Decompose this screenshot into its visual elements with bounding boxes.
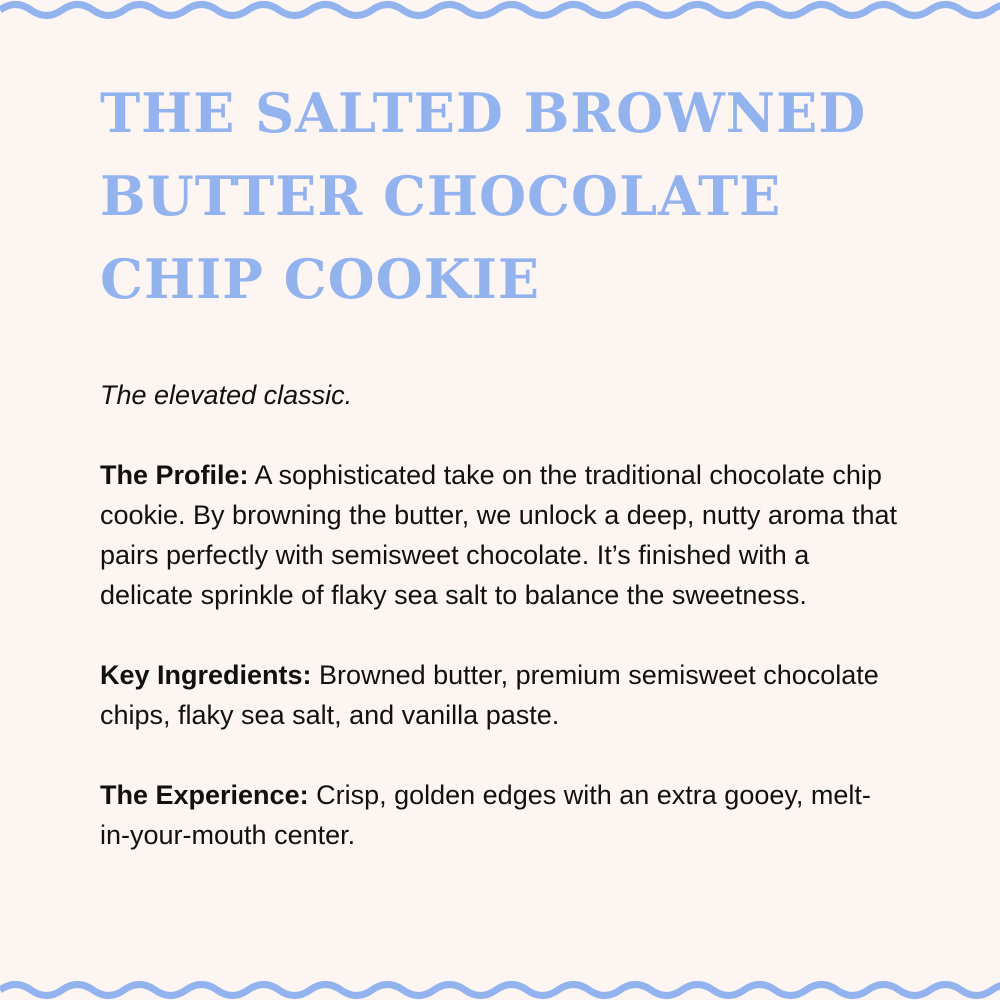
ingredients-label: Key Ingredients: — [100, 660, 312, 690]
profile-text: A sophisticated take on the traditional chocolate chip cookie. By browning the butter, we unlock a deep, nutty aroma that pairs perfectly with semisweet chocolate. It’s finished with a delicate sprinkle of flaky sea salt to balance the sweetness. — [100, 460, 897, 610]
ingredients-section — [100, 655, 900, 735]
recipe-content — [100, 72, 900, 855]
profile-section — [100, 455, 900, 615]
top-wave-border — [0, 0, 1000, 32]
ingredients-text: Browned butter, premium semisweet chocolate chips, flaky sea salt, and vanilla paste. — [100, 660, 879, 730]
experience-text: Crisp, golden edges with an extra gooey, melt-in-your-mouth center. — [100, 780, 871, 850]
recipe-title: THE SALTED BROWNED BUTTER CHOCOLATE CHIP COOKIE — [100, 81, 867, 311]
recipe-tagline: The elevated classic. — [100, 380, 353, 410]
experience-label: The Experience: — [100, 780, 309, 810]
profile-label: The Profile: — [100, 460, 249, 490]
experience-section — [100, 775, 900, 855]
bottom-wave-border — [0, 968, 1000, 1000]
